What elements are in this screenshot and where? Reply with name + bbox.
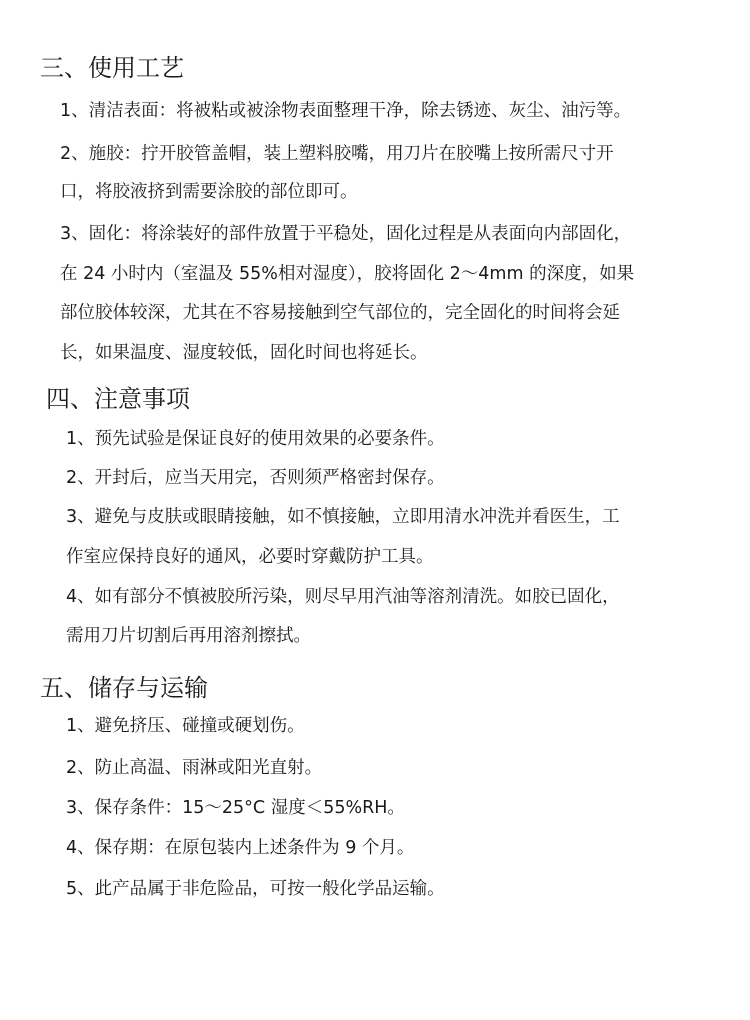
precautions-line-3: 3、避免与皮肤或眼睛接触，如不慎接触，立即用清水冲洗并看医生，工 — [66, 507, 620, 527]
precautions-line-2: 2、开封后，应当天用完，否则须严格密封保存。 — [66, 468, 445, 488]
storage-line-4: 4、保存期：在原包装内上述条件为 9 个月。 — [66, 838, 415, 858]
storage-line-1: 1、避免挤压、碰撞或硬划伤。 — [66, 716, 305, 736]
usage-line-3: 口，将胶液挤到需要涂胶的部位即可。 — [60, 182, 358, 202]
usage-line-2: 2、施胶：拧开胶管盖帽，装上塑料胶嘴，用刀片在胶嘴上按所需尺寸开 — [60, 144, 614, 164]
usage-line-5: 在 24 小时内（室温及 55%相对湿度），胶将固化 2～4mm 的深度，如果 — [60, 264, 635, 284]
section-heading-precautions: 四、注意事项 — [46, 385, 190, 413]
precautions-line-4: 作室应保持良好的通风，必要时穿戴防护工具。 — [66, 547, 434, 567]
usage-line-1: 1、清洁表面：将被粘或被涂物表面整理干净，除去锈迹、灰尘、油污等。 — [60, 101, 632, 121]
precautions-line-5: 4、如有部分不慎被胶所污染，则尽早用汽油等溶剂清洗。如胶已固化， — [66, 587, 620, 607]
storage-line-5: 5、此产品属于非危险品，可按一般化学品运输。 — [66, 879, 445, 899]
storage-line-3: 3、保存条件：15～25°C 湿度＜55%RH。 — [66, 798, 405, 818]
precautions-line-6: 需用刀片切割后再用溶剂擦拭。 — [66, 626, 311, 646]
precautions-line-1: 1、预先试验是保证良好的使用效果的必要条件。 — [66, 429, 445, 449]
section-heading-storage: 五、储存与运输 — [40, 674, 208, 702]
section-heading-usage: 三、使用工艺 — [40, 54, 184, 82]
storage-line-2: 2、防止高温、雨淋或阳光直射。 — [66, 758, 323, 778]
usage-line-6: 部位胶体较深，尤其在不容易接触到空气部位的，完全固化的时间将会延 — [60, 303, 620, 323]
usage-line-7: 长，如果温度、湿度较低，固化时间也将延长。 — [60, 343, 428, 363]
usage-line-4: 3、固化：将涂装好的部件放置于平稳处，固化过程是从表面向内部固化， — [60, 224, 632, 244]
